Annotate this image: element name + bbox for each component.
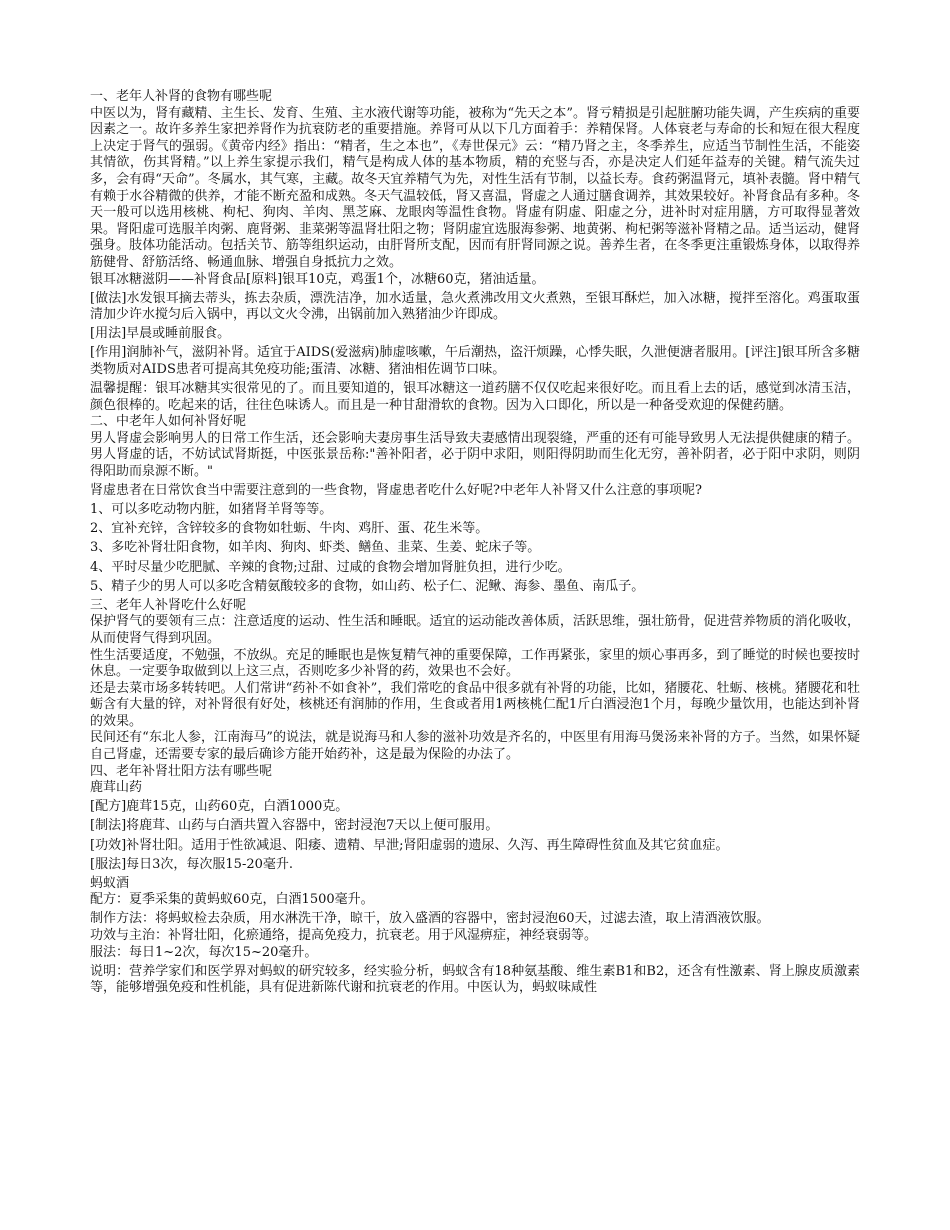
- paragraph: 中医以为，肾有藏精、主生长、发育、生殖、主水液代谢等功能，被称为“先天之本”。肾亏精损是引起脏腑功能失调，产生疾病的重要因素之一。故许多养生家把养肾作为抗衰防老的重要措施。养肾可从以下几方面着手：养精保肾。人体衰老与寿命的长和短在很大程度上决定于肾气的强弱。《黄帝内经》指出：“精者，生之本也”，《寿世保元》云：“精乃肾之主，冬季养生，应适当节制性生活，不能姿其情欲，伤其肾精。”以上养生家提示我们，精气是构成人体的基本物质，精的充竖与否，亦是决定人们延年益寿的关键。精气流失过多，会有碍“天命”。冬属水，其气寒，主藏。故冬天宜养精气为先，对性生活有节制，以益长寿。食药粥温肾元，填补表髓。肾中精气有赖于水谷精微的供养，才能不断充盈和成熟。冬天气温较低，肾又喜温，肾虚之人通过膳食调养，其效果较好。补肾食品有多种。冬天一般可以选用核桃、枸杞、狗肉、羊肉、黑芝麻、龙眼肉等温性食物。肾虚有阴虚、阳虚之分，进补时对症用膳，方可取得显著效果。肾阳虚可选服羊肉粥、鹿肾粥、韭菜粥等温肾壮阳之物；肾阴虚宜选服海参粥、地黄粥、枸杞粥等滋补肾精之品。适当运动，健肾强身。肢体功能活动。包括关节、筋等组织运动，由肝肾所支配，因而有肝肾同源之说。善养生者，在冬季更注重锻炼身体，以取得养筋健骨、舒筋活络、畅通血脉、增强自身抵抗力之效。: [90, 105, 860, 270]
- paragraph: [功效]补肾壮阳。适用于性欲减退、阳痿、遗精、早泄;肾阳虚弱的遗尿、久泻、再生障碍性贫血及其它贫血症。: [90, 837, 729, 853]
- paragraph: 制作方法：将蚂蚁检去杂质，用水淋洗干净，晾干，放入盛酒的容器中，密封浸泡60天，过滤去渣，取上清酒液饮服。: [90, 911, 770, 927]
- paragraph: [作用]润肺补气，滋阴补肾。适宜于AIDS(爱滋病)肺虚咳嗽，午后潮热，盗汗烦躁，心悸失眠，久泄便溏者服用。[评注]银耳所含多糖类物质对AIDS患者可提高其免疫功能;蛋清、冰糖、猪油相佐调节口味。: [90, 345, 860, 377]
- paragraph: 三、老年人补肾吃什么好呢: [90, 597, 247, 613]
- paragraph: [制法]将鹿茸、山药与白酒共置入容器中，密封浸泡7天以上便可服用。: [90, 818, 499, 834]
- paragraph: 1、可以多吃动物内脏，如猪肾羊肾等等。: [90, 502, 333, 518]
- paragraph: 肾虚患者在日常饮食当中需要注意到的一些食物，肾虚患者吃什么好呢?中老年人补肾又什么注意的事项呢?: [90, 483, 702, 499]
- paragraph: 配方：夏季采集的黄蚂蚁60克，白酒1500毫升。: [90, 892, 374, 908]
- paragraph: 5、精子少的男人可以多吃含精氨酸较多的食物，如山药、松子仁、泥鳅、海参、墨鱼、南瓜子。: [90, 578, 645, 594]
- paragraph: 鹿茸山药: [90, 780, 143, 796]
- paragraph: 3、多吃补肾壮阳食物，如羊肉、狗肉、虾类、鳝鱼、韭菜、生姜、蛇床子等。: [90, 540, 541, 556]
- paragraph: 蚂蚁酒: [90, 875, 130, 891]
- paragraph: 说明：营养学家们和医学界对蚂蚁的研究较多，经实验分析，蚂蚁含有18种氨基酸、维生素B1和B2，还含有性激素、肾上腺皮质激素等，能够增强免疫和性机能，具有促进新陈代谢和抗衰老的作用。中医认为，蚂蚁味咸性: [90, 963, 860, 996]
- paragraph: [配方]鹿茸15克，山药60克，白酒1000克。: [90, 799, 349, 815]
- paragraph: 银耳冰糖滋阴——补肾食品[原料]银耳10克，鸡蛋1个，冰糖60克，猪油适量。: [90, 271, 545, 287]
- paragraph: 还是去菜市场多转转吧。人们常讲“药补不如食补”，我们常吃的食品中很多就有补肾的功能，比如，猪腰花、牡蛎、核桃。猪腰花和牡蛎含有大量的锌，对补肾很有好处，核桃还有润肺的作用，生食或者用1两核桃仁配1斤白酒浸泡1个月，每晚少量饮用，也能达到补肾的效果。: [90, 680, 860, 729]
- paragraph: 2、宜补充锌，含锌较多的食物如牡蛎、牛肉、鸡肝、蛋、花生米等。: [90, 521, 489, 537]
- paragraph: 一、老年人补肾的食物有哪些呢: [90, 89, 273, 104]
- paragraph: 保护肾气的要领有三点：注意适度的运动、性生活和睡眠。适宜的运动能改善体质，活跃思维，强壮筋骨，促进营养物质的消化吸收，从而使肾气得到巩固。: [90, 614, 860, 646]
- paragraph: [服法]每日3次，每次服15-20毫升.: [90, 856, 294, 872]
- paragraph: 四、老年补肾壮阳方法有哪些呢: [90, 763, 273, 779]
- document-body: [90, 89, 860, 997]
- paragraph: [做法]水发银耳摘去蒂头，拣去杂质，漂洗洁净，加水适量，急火煮沸改用文火煮熟，至银耳酥烂，加入冰糖，搅拌至溶化。鸡蛋取蛋清加少许水搅匀后入锅中，再以文火令沸，出锅前加入熟猪油少许即成。: [90, 290, 860, 323]
- paragraph: [用法]早晨或睡前服食。: [90, 326, 231, 342]
- paragraph: 4、平时尽量少吃肥腻、辛辣的食物;过甜、过咸的食物会增加肾脏负担，进行少吃。: [90, 559, 571, 575]
- paragraph: 二、中老年人如何补肾好呢: [90, 414, 247, 430]
- paragraph: 民间还有“东北人参，江南海马”的说法，就是说海马和人参的滋补功效是齐名的，中医里有用海马煲汤来补肾的方子。当然，如果怀疑自己肾虚，还需要专家的最后确诊方能开始药补，这是最为保险的办法了。: [90, 730, 860, 763]
- paragraph: 服法：每日1~2次，每次15~20毫升。: [90, 944, 318, 960]
- paragraph: 功效与主治：补肾壮阳，化瘀通络，提高免疫力，抗衰老。用于风湿痹症，神经衰弱等。: [90, 928, 598, 943]
- paragraph: 温馨提醒：银耳冰糖其实很常见的了。而且要知道的，银耳冰糖这一道药膳不仅仅吃起来很好吃。而且看上去的话，感觉到冰清玉洁，颜色很棒的。吃起来的话，往往色味诱人。而且是一种甘甜滑软的食物。因为入口即化，所以是一种备受欢迎的保健药膳。: [90, 381, 860, 413]
- paragraph: 性生活要适度，不勉强，不放纵。充足的睡眠也是恢复精气神的重要保障，工作再紧张，家里的烦心事再多，到了睡觉的时候也要按时休息。一定要争取做到以上这三点，否则吃多少补肾的药，效果也不会好。: [90, 647, 860, 680]
- paragraph: 男人肾虚会影响男人的日常工作生活，还会影响夫妻房事生活导致夫妻感情出现裂缝，严重的还有可能导致男人无法提供健康的精子。男人肾虚的话，不妨试试肾斯挺，中医张景岳称:"善补阳者，必于阴中求阳，则阳得阴助而生化无穷，善补阴者，必于阳中求阴，则阴得阳助而泉源不断。": [90, 430, 860, 480]
